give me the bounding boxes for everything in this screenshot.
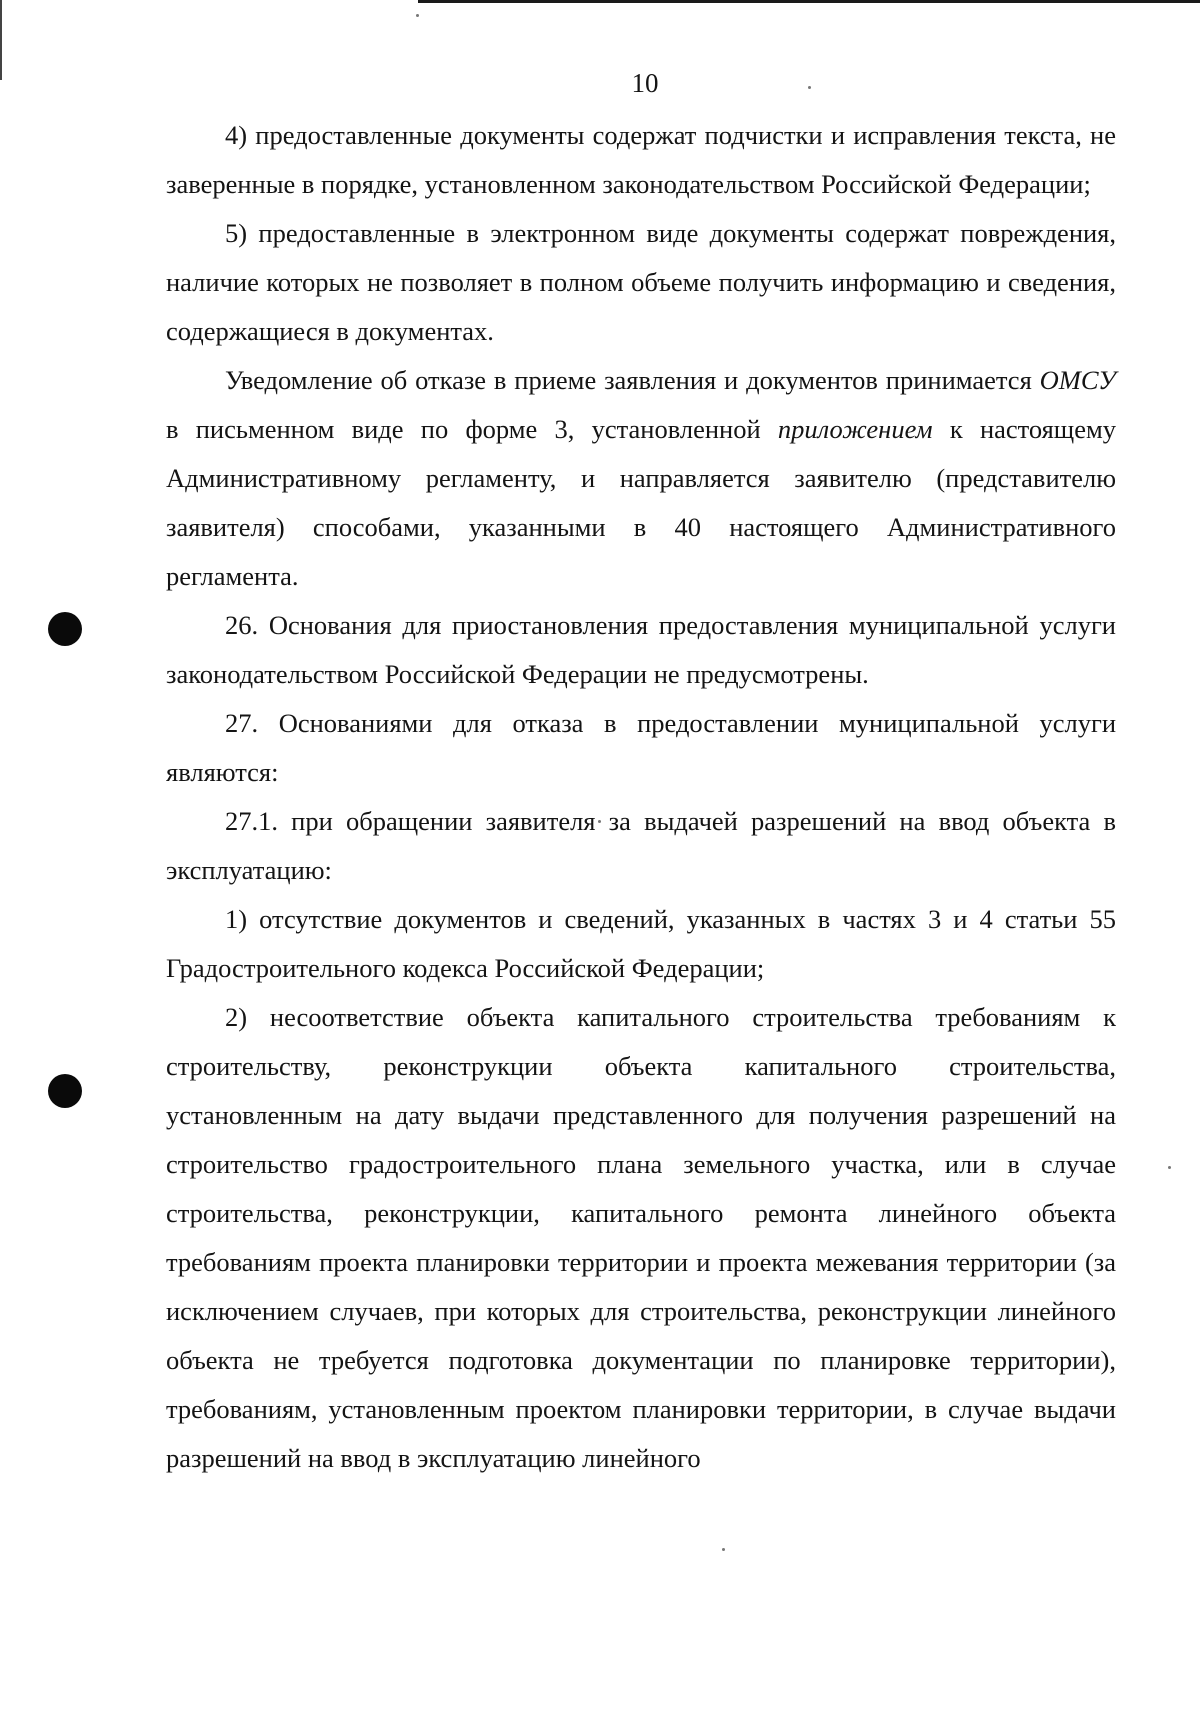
refusal-notice-text: Уведомление об отказе в приеме заявления и документов принимается: [225, 365, 1040, 395]
omsu-abbreviation: ОМСУ: [1039, 365, 1116, 395]
paragraph-item-5: 5) предоставленные в электронном виде документы содержат повреждения, наличие которых не позволяет в полном объеме получить информацию и сведения, содержащиеся в документах.: [166, 218, 1116, 346]
paragraph-item-4: 4) предоставленные документы содержат подчистки и исправления текста, не заверенные в порядке, установленном законодательством Российской Федерации;: [166, 120, 1116, 199]
scan-top-edge: [418, 0, 1200, 3]
refusal-notice-text: к настоящему Административному регламенту, и направляется заявителю (представителю заявителя) способами, указанными в 40 настоящего Административного регламента.: [166, 414, 1116, 591]
paragraph-refusal-notice: [166, 356, 1116, 601]
document-body: [166, 111, 1116, 1483]
scan-speck: [722, 1548, 725, 1551]
appendix-reference: приложением: [777, 414, 933, 444]
scan-speck: [416, 14, 419, 17]
scan-speck: [1168, 1166, 1171, 1169]
paragraph-item-27-1: 27.1. при обращении заявителя за выдачей разрешений на ввод объекта в эксплуатацию:: [166, 806, 1116, 885]
paragraph-item-27-1-1: 1) отсутствие документов и сведений, указанных в частях 3 и 4 статьи 55 Градостроительного кодекса Российской Федерации;: [166, 904, 1116, 983]
page-number: 10: [631, 68, 659, 98]
punch-hole: [48, 612, 82, 646]
paragraph-item-27-1-2: 2) несоответствие объекта капитального строительства требованиям к строительству, реконструкции объекта капитального строительства, установленным на дату выдачи представленного для получения разрешений на строительство градостроительного плана земельного участка, или в случае строительства, реконструкции, капитального ремонта линейного объекта требованиям проекта планировки территории и проекта межевания территории (за исключением случаев, при которых для строительства, реконструкции линейного объекта не требуется подготовка документации по планировке территории), требованиям, установленным проектом планировки территории, в случае выдачи разрешений на ввод в эксплуатацию линейного: [166, 1002, 1116, 1473]
punch-hole: [48, 1074, 82, 1108]
paragraph-item-27: 27. Основаниями для отказа в предоставлении муниципальной услуги являются:: [166, 708, 1116, 787]
refusal-notice-text: в письменном виде по форме 3, установленной: [166, 414, 778, 444]
paragraph-item-26: 26. Основания для приостановления предоставления муниципальной услуги законодательством Российской Федерации не предусмотрены.: [166, 610, 1116, 689]
